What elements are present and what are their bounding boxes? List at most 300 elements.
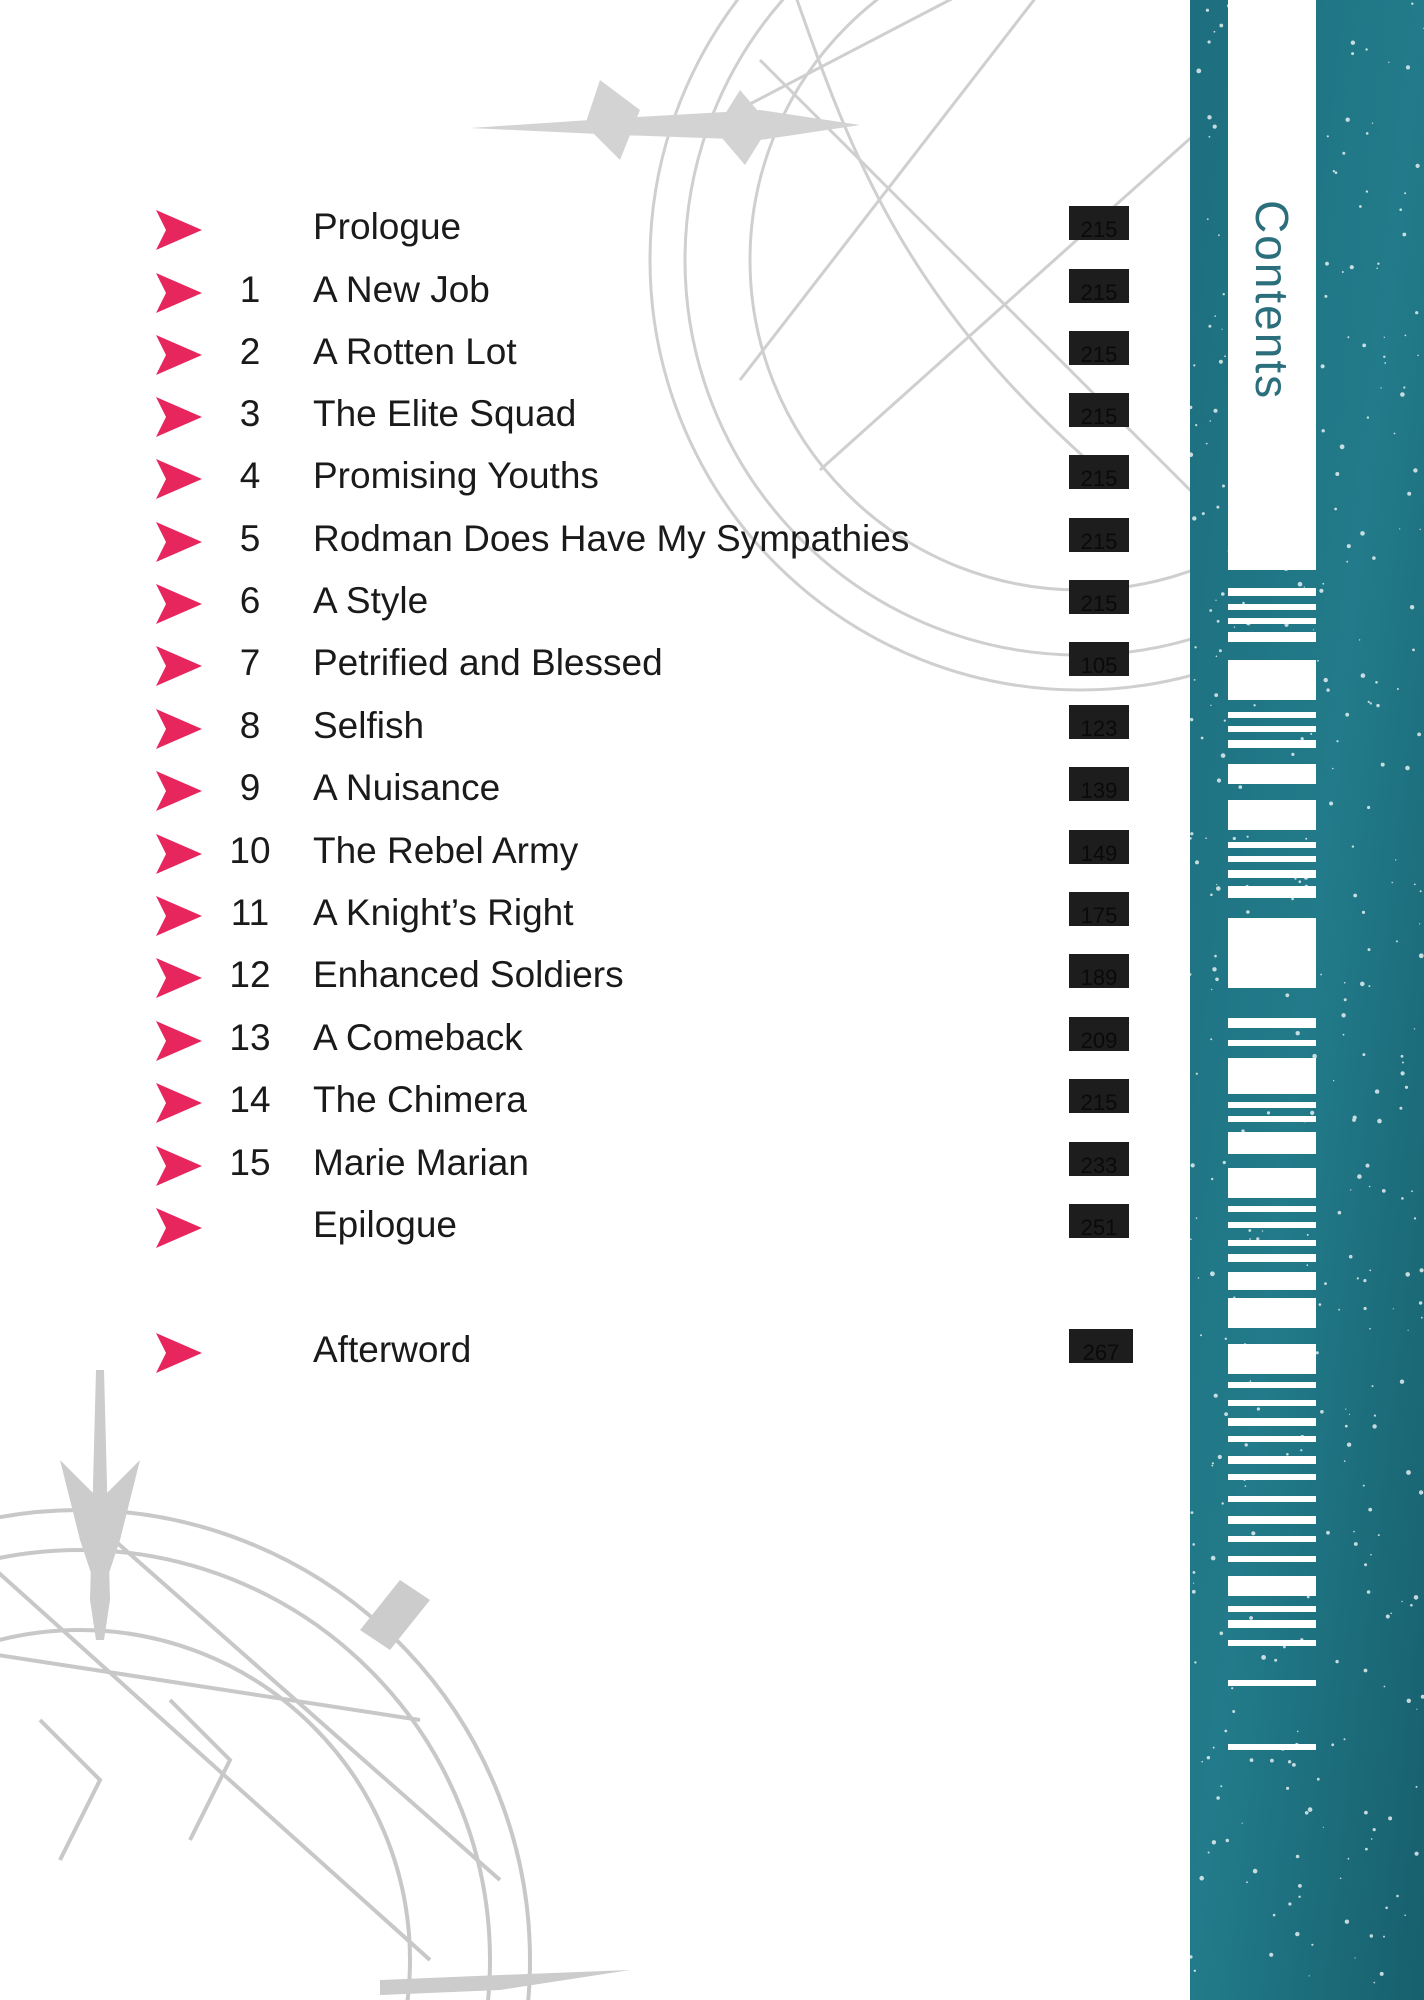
barcode-stripe bbox=[1228, 1058, 1316, 1094]
chapter-number: 10 bbox=[229, 830, 271, 871]
star-speck bbox=[1269, 1953, 1273, 1957]
star-speck bbox=[1249, 1238, 1251, 1240]
star-speck bbox=[1324, 678, 1328, 682]
star-speck bbox=[1224, 355, 1226, 357]
star-speck bbox=[1366, 190, 1368, 192]
star-speck bbox=[1395, 859, 1396, 860]
star-speck bbox=[1323, 1827, 1324, 1828]
star-speck bbox=[1207, 218, 1209, 220]
star-speck bbox=[1407, 1699, 1411, 1703]
star-speck bbox=[1365, 48, 1367, 50]
star-speck bbox=[1344, 1738, 1346, 1740]
star-speck bbox=[1214, 693, 1218, 697]
star-speck bbox=[1415, 1852, 1419, 1856]
star-speck bbox=[1209, 420, 1211, 422]
star-speck bbox=[1407, 492, 1411, 496]
star-speck bbox=[1215, 978, 1219, 982]
star-speck bbox=[1368, 1508, 1372, 1512]
star-speck bbox=[1334, 508, 1337, 511]
star-speck bbox=[1317, 1778, 1320, 1781]
chapter-title: A Nuisance bbox=[313, 767, 501, 808]
star-speck bbox=[1192, 1590, 1196, 1594]
star-speck bbox=[1297, 1731, 1299, 1733]
star-speck bbox=[1245, 1443, 1248, 1446]
star-speck bbox=[1193, 1571, 1196, 1574]
star-speck bbox=[1347, 544, 1351, 548]
star-speck bbox=[1261, 1655, 1266, 1660]
star-speck bbox=[1305, 838, 1307, 840]
star-speck bbox=[1370, 702, 1372, 704]
star-speck bbox=[1344, 998, 1347, 1001]
star-speck bbox=[1366, 132, 1369, 135]
toc-row[interactable] bbox=[0, 950, 1200, 1000]
star-speck bbox=[1399, 528, 1400, 529]
star-speck bbox=[1396, 940, 1398, 942]
toc-row[interactable] bbox=[0, 514, 1200, 564]
star-speck bbox=[1421, 1317, 1423, 1319]
star-speck bbox=[1368, 985, 1370, 987]
barcode-stripe bbox=[1228, 1680, 1316, 1686]
star-speck bbox=[1401, 1601, 1402, 1602]
page-number: 215 bbox=[1069, 455, 1129, 489]
star-speck bbox=[1322, 583, 1324, 585]
star-speck bbox=[1216, 506, 1219, 509]
star-speck bbox=[1406, 65, 1410, 69]
barcode-stripe bbox=[1228, 1018, 1316, 1028]
star-speck bbox=[1376, 704, 1379, 707]
star-speck bbox=[1404, 192, 1406, 194]
star-speck bbox=[1419, 1301, 1422, 1304]
star-speck bbox=[1298, 1884, 1302, 1888]
barcode-stripe bbox=[1228, 1344, 1316, 1374]
star-speck bbox=[1324, 295, 1327, 298]
page-number: 139 bbox=[1069, 767, 1129, 801]
chapter-title: Selfish bbox=[313, 705, 425, 746]
star-speck bbox=[1201, 1761, 1203, 1763]
star-speck bbox=[1210, 705, 1211, 706]
barcode-stripe bbox=[1228, 618, 1316, 624]
star-speck bbox=[1410, 605, 1414, 609]
star-speck bbox=[1212, 1840, 1216, 1844]
barcode-stripe bbox=[1228, 1496, 1316, 1502]
star-speck bbox=[1231, 1687, 1233, 1689]
barcode-stripe bbox=[1228, 1222, 1316, 1228]
star-speck bbox=[1372, 556, 1376, 560]
pink-arrow-icon bbox=[156, 459, 202, 499]
star-speck bbox=[1324, 1282, 1327, 1285]
chapter-number: 11 bbox=[230, 892, 270, 933]
star-speck bbox=[1218, 1455, 1222, 1459]
toc-row[interactable] bbox=[0, 389, 1200, 439]
chapter-number: 8 bbox=[239, 705, 261, 746]
star-speck bbox=[1419, 923, 1420, 924]
page-number: 215 bbox=[1069, 206, 1129, 240]
star-speck bbox=[1382, 1189, 1386, 1193]
page-number: 105 bbox=[1069, 642, 1129, 676]
star-speck bbox=[1310, 733, 1312, 735]
toc-row[interactable] bbox=[0, 451, 1200, 501]
star-speck bbox=[1342, 152, 1345, 155]
star-speck bbox=[1210, 1271, 1215, 1276]
star-speck bbox=[1251, 1531, 1255, 1535]
barcode-stripe bbox=[1228, 712, 1316, 718]
barcode-stripe bbox=[1228, 1576, 1316, 1596]
star-speck bbox=[1307, 1234, 1309, 1236]
star-speck bbox=[1367, 1590, 1371, 1594]
star-speck bbox=[1211, 1556, 1216, 1561]
star-speck bbox=[1296, 1031, 1300, 1035]
star-speck bbox=[1364, 1307, 1367, 1310]
star-speck bbox=[1371, 1838, 1373, 1840]
toc-row[interactable] bbox=[0, 638, 1200, 688]
star-speck bbox=[1332, 768, 1334, 770]
star-speck bbox=[1377, 1119, 1382, 1124]
barcode-stripe bbox=[1228, 1456, 1316, 1464]
star-speck bbox=[1222, 1502, 1224, 1504]
star-speck bbox=[1292, 1763, 1296, 1767]
star-speck bbox=[1327, 135, 1329, 137]
star-speck bbox=[1242, 602, 1245, 605]
contents-heading bbox=[1228, 0, 1316, 570]
star-speck bbox=[1401, 1071, 1405, 1075]
toc-row[interactable] bbox=[0, 265, 1200, 315]
star-speck bbox=[1349, 1414, 1350, 1415]
star-speck bbox=[1232, 1710, 1235, 1713]
star-speck bbox=[1246, 910, 1250, 914]
star-speck bbox=[1274, 1659, 1277, 1662]
star-speck bbox=[1213, 1747, 1215, 1749]
star-speck bbox=[1205, 837, 1207, 839]
star-speck bbox=[1390, 1613, 1392, 1615]
star-speck bbox=[1361, 673, 1366, 678]
star-speck bbox=[1200, 1334, 1202, 1336]
star-speck bbox=[1219, 649, 1222, 652]
barcode-stripe bbox=[1228, 726, 1316, 732]
star-speck bbox=[1210, 1038, 1212, 1040]
star-speck bbox=[1199, 1876, 1204, 1881]
star-speck bbox=[1364, 1811, 1368, 1815]
star-speck bbox=[1351, 41, 1355, 45]
star-speck bbox=[1385, 1907, 1388, 1910]
star-speck bbox=[1207, 1756, 1210, 1759]
star-speck bbox=[1416, 164, 1420, 168]
star-speck bbox=[1253, 1869, 1258, 1874]
barcode-stripe bbox=[1228, 842, 1316, 848]
star-speck bbox=[1312, 1054, 1317, 1059]
star-speck bbox=[1378, 1534, 1380, 1536]
barcode-stripe bbox=[1228, 886, 1316, 898]
star-speck bbox=[1214, 955, 1217, 958]
star-speck bbox=[1420, 1268, 1424, 1272]
star-speck bbox=[1209, 609, 1212, 612]
star-speck bbox=[1370, 1934, 1373, 1937]
star-speck bbox=[1310, 1111, 1314, 1115]
star-speck bbox=[1216, 886, 1221, 891]
star-speck bbox=[1380, 1972, 1384, 1976]
star-speck bbox=[1273, 1914, 1276, 1917]
star-speck bbox=[1411, 1190, 1413, 1192]
star-speck bbox=[1225, 1338, 1227, 1340]
pink-arrow-icon bbox=[156, 584, 202, 624]
star-speck bbox=[1373, 1828, 1376, 1831]
star-speck bbox=[1320, 1410, 1324, 1414]
chapter-number: 5 bbox=[239, 518, 261, 559]
chapter-number: 2 bbox=[239, 331, 261, 372]
star-speck bbox=[1350, 1189, 1351, 1190]
star-speck bbox=[1405, 1272, 1410, 1277]
star-speck bbox=[1414, 884, 1416, 886]
star-speck bbox=[1399, 208, 1402, 211]
chapter-number: 6 bbox=[239, 580, 261, 621]
star-speck bbox=[1224, 1412, 1228, 1416]
star-speck bbox=[1233, 837, 1236, 840]
chapter-title: The Rebel Army bbox=[313, 830, 579, 871]
star-speck bbox=[1291, 753, 1294, 756]
star-speck bbox=[1245, 1485, 1247, 1487]
chapter-number: 15 bbox=[229, 1142, 271, 1183]
star-speck bbox=[1394, 433, 1396, 435]
star-speck bbox=[1214, 315, 1216, 317]
star-speck bbox=[1191, 1511, 1194, 1514]
star-speck bbox=[1212, 967, 1216, 971]
chapter-number: 14 bbox=[229, 1079, 271, 1120]
toc-row[interactable] bbox=[0, 1200, 1200, 1250]
pink-arrow-icon bbox=[156, 646, 202, 686]
star-speck bbox=[1362, 911, 1365, 914]
star-speck bbox=[1345, 1409, 1346, 1410]
star-speck bbox=[1374, 1415, 1376, 1417]
star-speck bbox=[1253, 704, 1255, 706]
star-speck bbox=[1419, 953, 1424, 958]
star-speck bbox=[1377, 263, 1379, 265]
star-speck bbox=[1206, 443, 1208, 445]
toc-row[interactable] bbox=[0, 888, 1200, 938]
star-speck bbox=[1369, 1186, 1371, 1188]
star-speck bbox=[1386, 1615, 1390, 1619]
star-speck bbox=[1246, 1881, 1248, 1883]
chapter-title: A New Job bbox=[313, 269, 490, 310]
star-speck bbox=[1383, 1936, 1385, 1938]
star-speck bbox=[1345, 1920, 1349, 1924]
star-speck bbox=[1211, 1465, 1213, 1467]
star-speck bbox=[1221, 329, 1222, 330]
star-speck bbox=[1202, 512, 1205, 515]
star-speck bbox=[1212, 1462, 1214, 1464]
toc-row[interactable] bbox=[0, 327, 1200, 377]
star-speck bbox=[1375, 681, 1378, 684]
star-speck bbox=[1250, 1380, 1252, 1382]
barcode-stripe bbox=[1228, 1436, 1316, 1442]
star-speck bbox=[1234, 627, 1235, 628]
star-speck bbox=[1404, 1915, 1406, 1917]
barcode-stripe bbox=[1228, 1102, 1316, 1108]
star-speck bbox=[1344, 1460, 1346, 1462]
star-speck bbox=[1223, 293, 1225, 295]
star-speck bbox=[1220, 1785, 1222, 1787]
star-speck bbox=[1210, 894, 1213, 897]
star-speck bbox=[1388, 1816, 1392, 1820]
chapter-title: The Chimera bbox=[313, 1079, 527, 1120]
star-speck bbox=[1338, 1211, 1342, 1215]
star-speck bbox=[1355, 1957, 1356, 1958]
pink-arrow-icon bbox=[156, 397, 202, 437]
star-speck bbox=[1410, 1604, 1413, 1607]
star-speck bbox=[1411, 3, 1413, 5]
star-speck bbox=[1208, 325, 1211, 328]
star-speck bbox=[1214, 31, 1216, 33]
star-speck bbox=[1250, 1758, 1254, 1762]
barcode-stripe bbox=[1228, 856, 1316, 862]
star-speck bbox=[1416, 1786, 1418, 1788]
star-speck bbox=[1313, 629, 1314, 630]
chapter-title: Enhanced Soldiers bbox=[313, 954, 624, 995]
barcode-stripe bbox=[1228, 1516, 1316, 1524]
star-speck bbox=[1335, 171, 1338, 174]
star-speck bbox=[1304, 587, 1305, 588]
star-speck bbox=[1367, 806, 1370, 809]
star-speck bbox=[1383, 356, 1385, 358]
barcode-stripe bbox=[1228, 1132, 1316, 1154]
barcode-stripe bbox=[1228, 918, 1316, 988]
page-number: 267 bbox=[1069, 1329, 1133, 1363]
barcode-stripe bbox=[1228, 1536, 1316, 1542]
barcode-stripe bbox=[1228, 800, 1316, 830]
star-speck bbox=[1349, 1255, 1353, 1259]
star-speck bbox=[1201, 737, 1204, 740]
page-number: 215 bbox=[1069, 269, 1129, 303]
star-speck bbox=[1248, 1229, 1251, 1232]
chapter-number: 4 bbox=[239, 455, 261, 496]
barcode-stripe bbox=[1228, 1606, 1316, 1612]
barcode-stripe bbox=[1228, 1620, 1316, 1628]
star-speck bbox=[1242, 1823, 1243, 1824]
page-number: 215 bbox=[1069, 1079, 1129, 1113]
star-speck bbox=[1400, 392, 1405, 397]
toc-row[interactable] bbox=[0, 576, 1200, 626]
toc-row[interactable] bbox=[0, 1138, 1200, 1188]
star-speck bbox=[1216, 1796, 1220, 1800]
star-speck bbox=[1222, 485, 1225, 488]
star-speck bbox=[1262, 1230, 1263, 1231]
star-speck bbox=[1380, 387, 1381, 388]
barcode-stripe bbox=[1228, 588, 1316, 596]
star-speck bbox=[1213, 125, 1217, 129]
chapter-number: 13 bbox=[229, 1017, 271, 1058]
barcode-stripe bbox=[1228, 1474, 1316, 1480]
toc-row-afterword[interactable] bbox=[0, 1325, 1200, 1375]
star-speck bbox=[1267, 1111, 1270, 1114]
star-speck bbox=[1348, 1858, 1350, 1860]
star-speck bbox=[1194, 1970, 1196, 1972]
star-speck bbox=[1308, 1807, 1313, 1812]
barcode-stripe bbox=[1228, 1254, 1316, 1262]
page-number: 233 bbox=[1069, 1142, 1129, 1176]
star-speck bbox=[1295, 1932, 1299, 1936]
pink-arrow-icon bbox=[156, 958, 202, 998]
star-speck bbox=[1345, 1425, 1348, 1428]
star-speck bbox=[1219, 24, 1223, 28]
star-speck bbox=[1296, 1855, 1300, 1859]
star-speck bbox=[1400, 1380, 1404, 1384]
star-speck bbox=[1194, 1661, 1196, 1663]
star-speck bbox=[1211, 1178, 1213, 1180]
star-speck bbox=[1219, 360, 1223, 364]
star-speck bbox=[1374, 1982, 1376, 1984]
star-speck bbox=[1247, 836, 1249, 838]
star-speck bbox=[1406, 1470, 1411, 1475]
barcode-stripe bbox=[1228, 1382, 1316, 1388]
star-speck bbox=[1420, 890, 1422, 892]
page-number: 175 bbox=[1069, 892, 1129, 926]
star-speck bbox=[1286, 1453, 1289, 1456]
page-number: 215 bbox=[1069, 393, 1129, 427]
barcode-stripe bbox=[1228, 740, 1316, 748]
star-speck bbox=[1309, 1975, 1310, 1976]
star-speck bbox=[1217, 620, 1220, 623]
star-speck bbox=[1209, 136, 1211, 138]
page-number: 123 bbox=[1069, 705, 1129, 739]
star-speck bbox=[1335, 472, 1339, 476]
star-speck bbox=[1372, 123, 1373, 124]
page-number: 189 bbox=[1069, 954, 1129, 988]
star-speck bbox=[1369, 1328, 1371, 1330]
star-speck bbox=[1346, 561, 1348, 563]
toc-row[interactable] bbox=[0, 1013, 1200, 1063]
star-speck bbox=[1326, 1531, 1330, 1535]
star-speck bbox=[1414, 1595, 1419, 1600]
pink-arrow-icon bbox=[156, 1146, 202, 1186]
toc-row[interactable] bbox=[0, 826, 1200, 876]
star-speck bbox=[1224, 720, 1226, 722]
page-number: 149 bbox=[1069, 830, 1129, 864]
star-speck bbox=[1346, 118, 1350, 122]
star-speck bbox=[1319, 1303, 1322, 1306]
star-speck bbox=[1368, 948, 1371, 951]
chapter-title: A Comeback bbox=[313, 1017, 523, 1058]
barcode-stripe bbox=[1228, 1168, 1316, 1198]
star-speck bbox=[1192, 1543, 1195, 1546]
chapter-title: A Knight’s Right bbox=[313, 892, 574, 933]
star-speck bbox=[1419, 1490, 1423, 1494]
toc-row[interactable] bbox=[0, 202, 1200, 252]
star-speck bbox=[1285, 993, 1289, 997]
pink-arrow-icon bbox=[156, 522, 202, 562]
star-speck bbox=[1405, 1086, 1408, 1089]
toc-row[interactable] bbox=[0, 1075, 1200, 1125]
star-speck bbox=[1216, 656, 1218, 658]
star-speck bbox=[1384, 1686, 1386, 1688]
chapter-title: A Rotten Lot bbox=[313, 331, 517, 372]
star-speck bbox=[1305, 1811, 1309, 1815]
star-speck bbox=[1354, 1542, 1358, 1546]
star-speck bbox=[1375, 1089, 1379, 1093]
star-speck bbox=[1335, 1660, 1338, 1663]
barcode-stripe bbox=[1228, 632, 1316, 642]
barcode-stripe bbox=[1228, 1040, 1316, 1046]
star-speck bbox=[1207, 115, 1211, 119]
star-speck bbox=[1329, 802, 1333, 806]
page-number: 251 bbox=[1069, 1204, 1129, 1238]
toc-row[interactable] bbox=[0, 763, 1200, 813]
page-number: 215 bbox=[1069, 518, 1129, 552]
star-speck bbox=[1399, 1107, 1402, 1110]
page-number: 215 bbox=[1069, 331, 1129, 365]
star-speck bbox=[1224, 1730, 1227, 1733]
toc-row[interactable] bbox=[0, 701, 1200, 751]
chapter-title: Promising Youths bbox=[313, 455, 599, 496]
star-speck bbox=[1316, 1351, 1319, 1354]
star-speck bbox=[1336, 740, 1338, 742]
